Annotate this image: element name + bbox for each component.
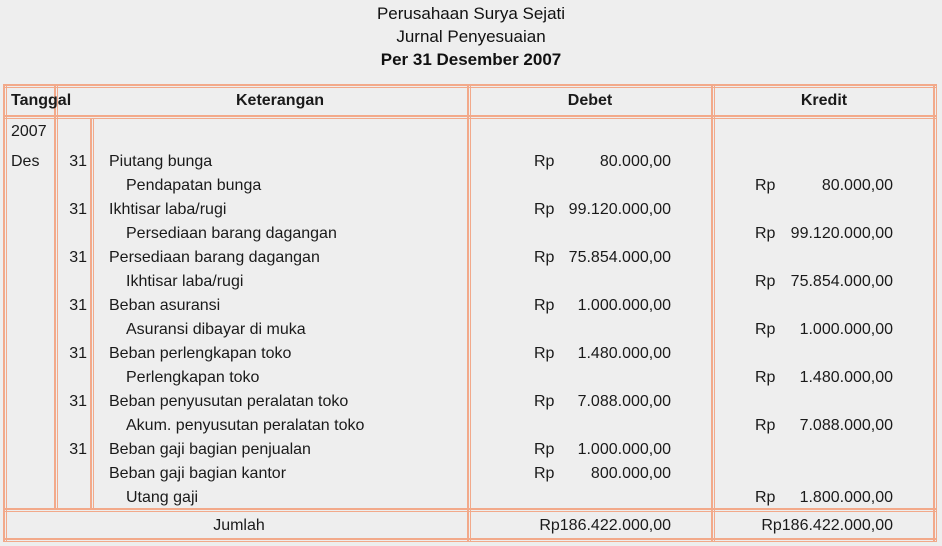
row-description: Beban penyusutan peralatan toko (109, 393, 349, 410)
journal-table (3, 84, 937, 542)
credit-currency: Rp (755, 273, 776, 290)
row-credit: 80.000,00 (821, 177, 893, 194)
debit-currency: Rp (534, 153, 555, 170)
row-debit: 7.088.000,00 (577, 393, 671, 410)
row-day: 31 (69, 153, 87, 170)
header-description: Keterangan (235, 92, 325, 109)
row-debit: 1.000.000,00 (577, 297, 671, 314)
row-description: Persediaan barang dagangan (126, 225, 337, 242)
row-credit: 1.000.000,00 (799, 321, 893, 338)
journal-name: Jurnal Penyesuaian (396, 27, 546, 46)
debit-currency: Rp (534, 297, 555, 314)
journal-title-block (0, 2, 942, 71)
journal-period: Per 31 Desember 2007 (380, 50, 562, 69)
row-description: Asuransi dibayar di muka (126, 321, 306, 338)
credit-currency: Rp (755, 177, 776, 194)
row-description: Persediaan barang dagangan (109, 249, 320, 266)
row-day: 31 (69, 297, 87, 314)
credit-currency: Rp (755, 225, 776, 242)
row-debit: 1.000.000,00 (577, 441, 671, 458)
column-divider-3-inner (470, 84, 471, 542)
debit-currency: Rp (534, 465, 555, 482)
credit-currency: Rp (755, 321, 776, 338)
year-cell: 2007 (11, 123, 47, 140)
credit-currency: Rp (755, 417, 776, 434)
row-description: Perlengkapan toko (126, 369, 260, 386)
row-debit: 1.480.000,00 (577, 345, 671, 362)
row-credit: 99.120.000,00 (790, 225, 893, 242)
column-divider-2 (90, 118, 92, 508)
total-debit: Rp186.422.000,00 (539, 517, 671, 534)
column-divider-5-inner (936, 84, 937, 542)
debit-currency: Rp (534, 345, 555, 362)
row-day: 31 (69, 201, 87, 218)
company-name: Perusahaan Surya Sejati (376, 4, 566, 23)
row-credit: 1.480.000,00 (799, 369, 893, 386)
row-day: 31 (69, 249, 87, 266)
row-description: Ikhtisar laba/rugi (126, 273, 244, 290)
row-debit: 800.000,00 (590, 465, 671, 482)
row-credit: 75.854.000,00 (790, 273, 893, 290)
row-credit: 1.800.000,00 (799, 489, 893, 506)
debit-currency: Rp (534, 393, 555, 410)
total-label: Jumlah (213, 517, 265, 534)
row-description: Beban gaji bagian kantor (109, 465, 287, 482)
header-credit: Kredit (800, 92, 848, 109)
row-day: 31 (69, 441, 87, 458)
row-day: 31 (69, 393, 87, 410)
row-description: Beban gaji bagian penjualan (109, 441, 311, 458)
row-description: Beban perlengkapan toko (109, 345, 292, 362)
debit-currency: Rp (534, 201, 555, 218)
row-debit: 99.120.000,00 (568, 201, 671, 218)
row-debit: 80.000,00 (599, 153, 671, 170)
row-day: 31 (69, 345, 87, 362)
header-date: Tanggal (11, 92, 72, 109)
credit-currency: Rp (755, 489, 776, 506)
total-credit: Rp186.422.000,00 (761, 517, 893, 534)
column-divider-4-inner (714, 84, 715, 542)
row-description: Ikhtisar laba/rugi (109, 201, 227, 218)
column-divider-1-inner (57, 84, 58, 508)
row-description: Piutang bunga (109, 153, 213, 170)
row-credit: 7.088.000,00 (799, 417, 893, 434)
row-debit: 75.854.000,00 (568, 249, 671, 266)
row-description: Utang gaji (126, 489, 199, 506)
debit-currency: Rp (534, 441, 555, 458)
column-divider-0-inner (6, 84, 7, 542)
row-description: Beban asuransi (109, 297, 221, 314)
header-debit: Debet (567, 92, 613, 109)
column-divider-3 (467, 84, 469, 542)
column-divider-2-inner (93, 118, 94, 508)
column-divider-5 (933, 84, 935, 542)
row-description: Akum. penyusutan peralatan toko (126, 417, 365, 434)
credit-currency: Rp (755, 369, 776, 386)
column-divider-1 (54, 84, 56, 508)
debit-currency: Rp (534, 249, 555, 266)
column-divider-0 (3, 84, 5, 542)
column-divider-4 (711, 84, 713, 542)
month-cell: Des (11, 153, 40, 170)
row-description: Pendapatan bunga (126, 177, 262, 194)
